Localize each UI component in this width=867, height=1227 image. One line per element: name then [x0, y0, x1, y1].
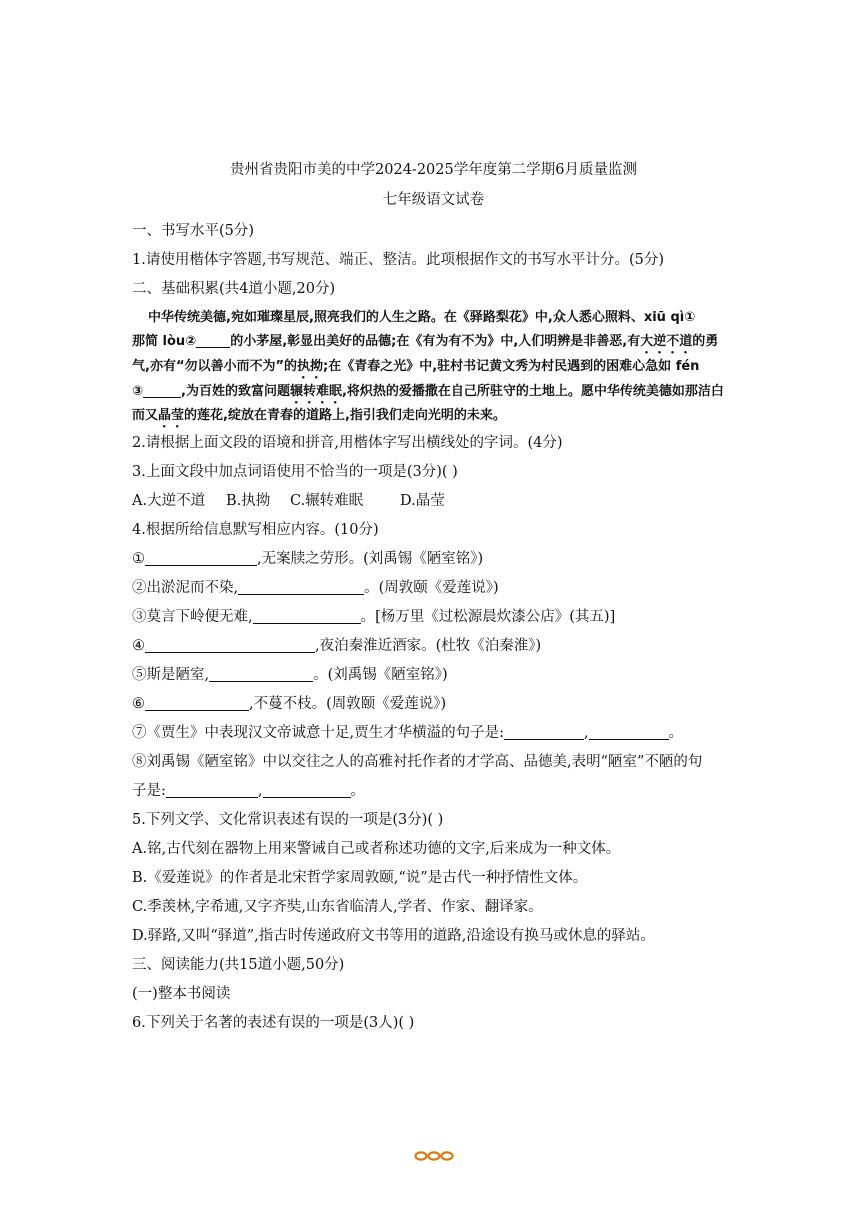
recite-2 [132, 576, 499, 597]
section-reading: 三、阅读能力(共15道小题,50分) [132, 957, 345, 973]
dotted-term: 辗转难眠 [289, 384, 342, 399]
answer-blank[interactable] [166, 783, 258, 798]
passage-text: 那简 lòu② [132, 334, 197, 349]
answer-blank[interactable] [504, 725, 584, 740]
recite-text: ②出淤泥而不染, [132, 580, 239, 596]
option-b[interactable]: B.执拗 [226, 493, 271, 509]
passage-text: 而又 [132, 408, 159, 423]
option-d[interactable]: D.驿路,又叫“驿道”,指古时传递政府文书等用的道路,沿途设有换马或休息的驿站。 [132, 928, 655, 944]
subsection-whole-book: (一)整本书阅读 [132, 986, 231, 1002]
option-a[interactable]: A.大逆不道 [132, 493, 206, 509]
section-basics: 二、基础积累(共4道小题,20分) [132, 281, 336, 297]
dotted-term: 大逆不道 [640, 334, 693, 349]
passage-text: 的小茅屋,彰显出美好的品德;在《有为有不为》中,人们明辨是非善恶,有 [230, 334, 641, 349]
recite-text: ④ [132, 638, 145, 654]
passage-text: ;在《青春之光》中,驻村书记黄文秀为村民遇到的困难心急如 fén [323, 359, 700, 374]
passage-line-5 [132, 404, 747, 431]
recite-text: ,无案牍之劳形。(刘禹锡《陋室铭》) [257, 551, 484, 567]
passage-text: ,为百姓的致富问题 [181, 384, 290, 399]
option-c[interactable]: C.季羡林,字希逋,又字齐奘,山东省临清人,学者、作家、翻译家。 [132, 899, 543, 915]
recite-text: ⑤斯是陋室, [132, 667, 210, 683]
answer-blank[interactable] [145, 696, 249, 711]
passage-line-2 [132, 330, 747, 357]
answer-blank[interactable] [145, 551, 257, 566]
option-a[interactable]: A.铭,古代刻在器物上用来警诫自己或者称述功德的文字,后来成为一种文体。 [132, 841, 621, 857]
recite-5 [132, 663, 448, 684]
exam-subtitle: 七年级语文试卷 [382, 192, 485, 208]
recite-text: ,夜泊秦淮近酒家。(杜牧《泊秦淮》) [315, 638, 542, 654]
answer-blank[interactable] [589, 725, 669, 740]
recite-3 [132, 605, 615, 626]
passage-line-1: 中华传统美德,宛如璀璨星辰,照亮我们的人生之路。在《驿路梨花》中,众人悉心照料、xiū qì① [148, 310, 696, 325]
recite-6 [132, 692, 446, 713]
question-1: 1.请使用楷体字答题,书写规范、端正、整洁。此项根据作文的书写水平计分。(5分) [132, 252, 664, 268]
passage-text: 的勇 [692, 334, 719, 349]
option-c[interactable]: C.辗转难眠 [290, 493, 364, 509]
passage-line-4 [132, 380, 747, 407]
recite-1 [132, 547, 483, 568]
recite-text: 。 [668, 725, 684, 741]
exam-title: 贵州省贵阳市美的中学2024-2025学年度第二学期6月质量监测 [230, 162, 637, 178]
recite-text: , [584, 725, 589, 741]
option-d[interactable]: D.晶莹 [400, 493, 445, 509]
question-2: 2.请根据上面文段的语境和拼音,用楷体字写出横线处的字词。(4分) [132, 435, 563, 451]
recite-4 [132, 634, 541, 655]
footer-logo-icon [414, 1149, 454, 1163]
option-b[interactable]: B.《爱莲说》的作者是北宋哲学家周敦颐,“说”是古代一种抒情性文体。 [132, 870, 588, 886]
recite-8: ⑧刘禹锡《陋室铭》中以交往之人的高雅衬托作者的才学高、品德美,表明“陋室”不陋的句 [132, 754, 703, 770]
answer-blank[interactable] [238, 580, 364, 595]
recite-text: ⑦《贾生》中表现汉文帝诚意十足,贾生才华横溢的句子是: [132, 725, 504, 741]
question-6: 6.下列关于名著的表述有误的一项是(3人)( ) [132, 1015, 415, 1031]
recite-7 [132, 721, 683, 742]
dotted-term: 晶莹 [158, 408, 185, 423]
answer-blank[interactable] [253, 609, 361, 624]
question-3: 3.上面文段中加点词语使用不恰当的一项是(3分)( ) [132, 464, 458, 480]
question-3-options [132, 489, 445, 510]
answer-blank[interactable] [263, 783, 351, 798]
recite-text: 。 [350, 783, 365, 799]
answer-blank[interactable] [209, 667, 313, 682]
answer-blank[interactable] [145, 638, 315, 653]
answer-blank[interactable] [143, 383, 181, 398]
recite-text: ③莫言下岭便无难, [132, 609, 253, 625]
recite-text: 。[杨万里《过松源晨炊漆公店》(其五)] [360, 609, 616, 625]
passage-line-3 [132, 355, 747, 382]
recite-text: ,不蔓不枝。(周敦颐《爱莲说》) [249, 696, 447, 712]
passage-text: 的莲花,绽放在青春的道路上,指引我们走向光明的未来。 [184, 408, 506, 423]
question-5: 5.下列文学、文化常识表述有误的一项是(3分)( ) [132, 812, 444, 828]
dotted-term: 执拗 [297, 359, 324, 374]
passage-text: ③ [132, 384, 144, 399]
recite-text: ① [132, 551, 145, 567]
recite-text: , [257, 783, 263, 799]
recite-text: 子是: [132, 783, 166, 799]
question-4: 4.根据所给信息默写相应内容。(10分) [132, 522, 379, 538]
answer-blank[interactable] [196, 333, 230, 348]
recite-8-answer [132, 779, 365, 800]
passage-text: 气,亦有“勿以善小而不为”的 [132, 359, 298, 374]
passage-text: ,将炽热的爱播撒在自己所驻守的土地上。愿中华传统美德如那洁白 [341, 384, 724, 399]
recite-text: 。(刘禹锡《陋室铭》) [313, 667, 448, 683]
recite-text: ⑥ [132, 696, 145, 712]
section-writing: 一、书写水平(5分) [132, 223, 255, 239]
recite-text: 。(周敦颐《爱莲说》) [364, 580, 499, 596]
